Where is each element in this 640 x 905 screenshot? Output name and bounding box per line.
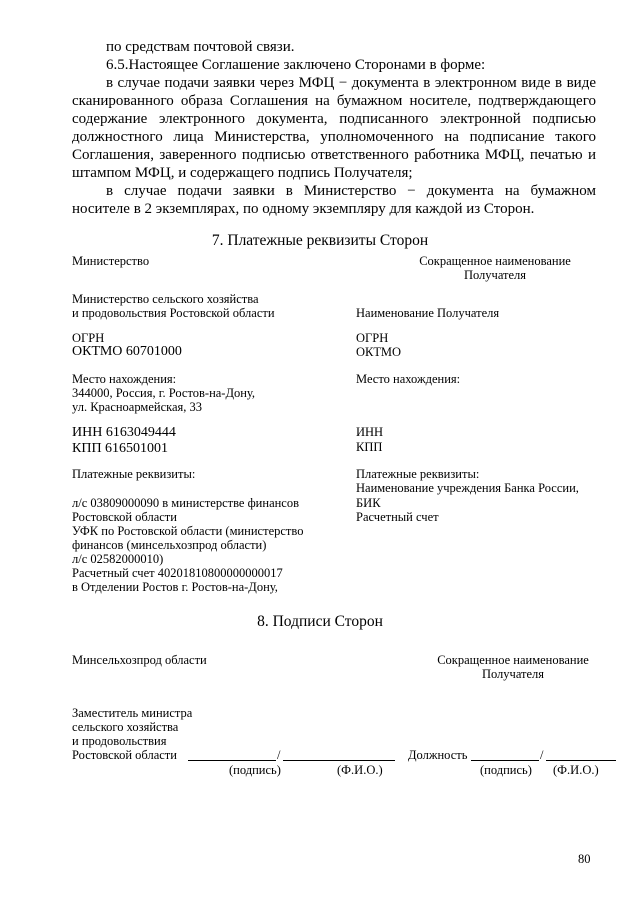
recipient-header-line1: Сокращенное наименование	[437, 653, 589, 667]
section-8-title: 8. Подписи Сторон	[257, 613, 383, 630]
ministry-name-line	[283, 760, 395, 761]
ministry-address-line1: 344000, Россия, г. Ростов-на-Дону,	[72, 386, 256, 400]
ministry-address-line2: ул. Красноармейская, 33	[72, 400, 203, 414]
ministry-header: Министерство	[72, 254, 150, 268]
recipient-ogrn: ОГРН	[356, 331, 389, 345]
intro-line: штампом МФЦ, и содержащего подпись Получателя;	[72, 165, 413, 181]
ministry-signature-line	[188, 760, 276, 761]
recipient-position-label: Должность	[408, 748, 468, 762]
recipient-kpp: КПП	[356, 440, 383, 454]
name-caption: (Ф.И.О.)	[337, 763, 383, 777]
ministry-oktmo: ОКТМО 60701000	[72, 344, 182, 359]
payment-line: БИК	[356, 496, 381, 510]
payment-line: Платежные реквизиты:	[356, 467, 480, 481]
intro-line: в случае подачи заявки в Министерство − документа на бумажном	[106, 183, 596, 199]
signer-position-line: и продовольствия	[72, 734, 167, 748]
ministry-name-line1: Министерство сельского хозяйства	[72, 292, 259, 306]
recipient-name: Наименование Получателя	[356, 306, 500, 320]
signer-position-line: Заместитель министра	[72, 706, 193, 720]
recipient-header-line2: Получателя	[481, 667, 545, 681]
signer-position-line: сельского хозяйства	[72, 720, 179, 734]
signer-position-line: Ростовской области	[72, 748, 177, 762]
ministry-inn: ИНН 6163049444	[72, 425, 176, 440]
recipient-header-line2: Получателя	[463, 268, 527, 282]
signature-caption: (подпись)	[229, 763, 281, 777]
payment-line: л/с 02582000010)	[72, 552, 164, 566]
recipient-location-label: Место нахождения:	[356, 372, 461, 386]
recipient-name-line	[546, 760, 616, 761]
slash-separator: /	[540, 748, 544, 762]
intro-line: по средствам почтовой связи.	[106, 39, 295, 55]
ministry-kpp: КПП 616501001	[72, 441, 169, 456]
payment-line: Ростовской области	[72, 510, 177, 524]
name-caption: (Ф.И.О.)	[553, 763, 599, 777]
intro-line: должностного лица Министерства, уполномоченного на подписание такого	[72, 129, 596, 145]
signer-org: Минсельхозпрод области	[72, 653, 207, 667]
intro-line: Соглашения, заверенного подписью ответственного работника МФЦ, печатью и	[72, 147, 596, 163]
payment-line: л/с 03809000090 в министерстве финансов	[72, 496, 300, 510]
payment-line: УФК по Ростовской области (министерство	[72, 524, 304, 538]
intro-line: 6.5.Настоящее Соглашение заключено Сторонами в форме:	[106, 57, 486, 73]
recipient-signature-line	[471, 760, 539, 761]
ministry-ogrn: ОГРН	[72, 331, 105, 345]
signature-caption: (подпись)	[480, 763, 532, 777]
recipient-oktmo: ОКТМО	[356, 345, 401, 359]
payment-line: Расчетный счет	[356, 510, 439, 524]
ministry-name-line2: и продовольствия Ростовской области	[72, 306, 275, 320]
intro-line: носителе в 2 экземплярах, по одному экземпляру для каждой из Сторон.	[72, 201, 535, 217]
intro-line: в случае подачи заявки через МФЦ − документа в электронном виде в виде	[106, 75, 596, 91]
payment-line: Расчетный счет 40201810800000000017	[72, 566, 283, 580]
ministry-payment-label: Платежные реквизиты:	[72, 467, 196, 481]
section-7-title: 7. Платежные реквизиты Сторон	[211, 232, 429, 249]
payment-line: в Отделении Ростов г. Ростов-на-Дону,	[72, 580, 278, 594]
recipient-header-line1: Сокращенное наименование	[419, 254, 571, 268]
payment-line: Наименование учреждения Банка России,	[356, 481, 579, 495]
payment-line: финансов (минсельхозпрод области)	[72, 538, 267, 552]
page-number: 80	[578, 852, 591, 866]
intro-line: содержание электронного документа, подписанного электронной подписью	[72, 111, 596, 127]
recipient-inn: ИНН	[356, 425, 384, 439]
ministry-location-label: Место нахождения:	[72, 372, 177, 386]
intro-line: сканированного образа Соглашения на бумажном носителе, подтверждающего	[72, 93, 596, 109]
slash-separator: /	[277, 748, 281, 762]
